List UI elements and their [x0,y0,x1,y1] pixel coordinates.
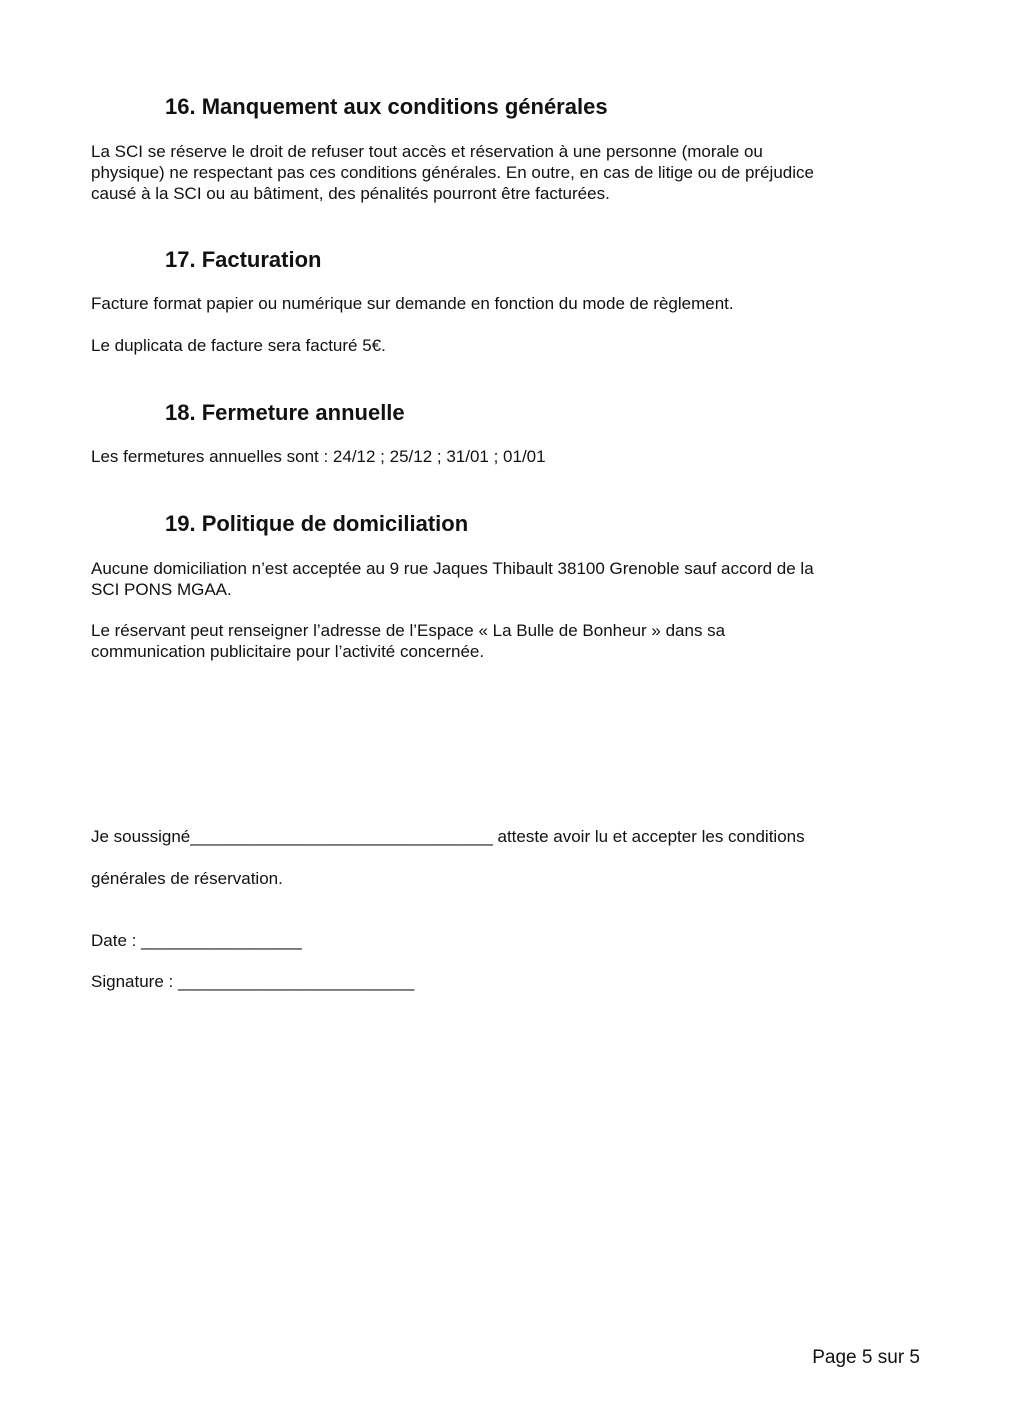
section-heading-17: 17. Facturation [165,247,322,272]
signature-field [91,971,931,992]
page-number: Page 5 sur 5 [812,1347,920,1368]
text-line: SCI PONS MGAA. [91,580,232,599]
text-line: Les fermetures annuelles sont : 24/12 ; 25/12 ; 31/01 ; 01/01 [91,447,546,466]
section-17-paragraph-2 [91,335,931,356]
attestation-text: générales de réservation. [91,869,283,888]
section-19-paragraph-1 [91,558,931,600]
section-17-paragraph-1 [91,293,931,314]
section-heading-19: 19. Politique de domiciliation [165,511,469,536]
section-heading-16: 16. Manquement aux conditions générales [165,94,608,119]
date-field [91,930,931,951]
date-label: Date : _________________ [91,931,302,950]
section-16-paragraph [91,141,931,204]
attestation-line-2 [91,868,931,889]
section-heading-18: 18. Fermeture annuelle [165,400,405,425]
text-line: Aucune domiciliation n’est acceptée au 9 rue Jaques Thibault 38100 Grenoble sauf accord de la [91,559,814,578]
attestation-line-1 [91,826,931,847]
text-line: communication publicitaire pour l’activité concernée. [91,642,485,661]
text-line: Le duplicata de facture sera facturé 5€. [91,336,386,355]
section-18-paragraph [91,446,931,467]
text-line: La SCI se réserve le droit de refuser tout accès et réservation à une personne (morale ou [91,142,763,161]
text-line: Le réservant peut renseigner l’adresse de l’Espace « La Bulle de Bonheur » dans sa [91,621,726,640]
text-line: causé à la SCI ou au bâtiment, des pénalités pourront être facturées. [91,184,610,203]
section-19-paragraph-2 [91,620,931,662]
attestation-text: Je soussigné________________________________ atteste avoir lu et accepter les conditions [91,827,805,846]
text-line: Facture format papier ou numérique sur demande en fonction du mode de règlement. [91,294,734,313]
signature-label: Signature : _________________________ [91,972,415,991]
text-line: physique) ne respectant pas ces conditions générales. En outre, en cas de litige ou de préjudice [91,163,814,182]
